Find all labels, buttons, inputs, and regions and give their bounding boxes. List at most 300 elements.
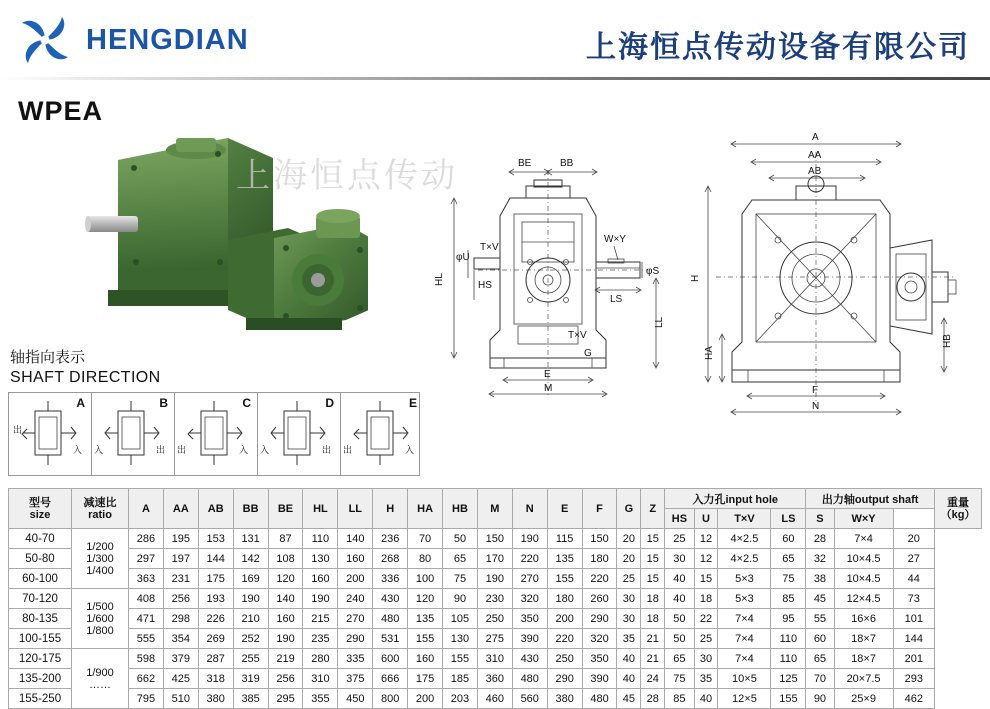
cell: 795 (129, 689, 164, 709)
shaft-cell-in-label: 入 (73, 445, 83, 455)
cell: 190 (268, 629, 303, 649)
shaft-direction-label (10, 348, 161, 388)
cell: 219 (268, 649, 303, 669)
cell: 200 (547, 609, 582, 629)
cell: 35 (617, 629, 641, 649)
cell: 25×9 (834, 689, 893, 709)
ratio-value: …… (89, 678, 111, 691)
cell: 250 (547, 649, 582, 669)
table-body (9, 529, 982, 709)
cell: 430 (512, 649, 547, 669)
product-photo (78, 120, 368, 340)
cell: 350 (512, 609, 547, 629)
cell: 231 (163, 569, 198, 589)
table-row (9, 629, 982, 649)
cell: 185 (443, 669, 478, 689)
shaft-cell-cap: E (408, 396, 417, 410)
col-head-HB: HB (443, 489, 478, 529)
page-title: WPEA (18, 96, 103, 126)
cell: 87 (268, 529, 303, 549)
svg-text:N: N (812, 401, 820, 412)
cell: 90 (443, 589, 478, 609)
col-head-M: M (477, 489, 512, 529)
svg-text:E: E (544, 369, 551, 380)
cell: 120 (268, 569, 303, 589)
cell: 255 (233, 649, 268, 669)
cell: 40 (694, 689, 718, 709)
col-head-size (9, 489, 72, 529)
cell: 531 (373, 629, 408, 649)
cell: 319 (233, 669, 268, 689)
cell: 269 (198, 629, 233, 649)
cell: 20×7.5 (834, 669, 893, 689)
cell: 7×4 (718, 609, 771, 629)
col-head-weight-unit: （kg） (940, 508, 976, 521)
cell: 220 (512, 549, 547, 569)
cell: 18×7 (834, 629, 893, 649)
cell: 560 (512, 689, 547, 709)
cell: 360 (477, 669, 512, 689)
col-head-A: A (129, 489, 164, 529)
cell: 65 (771, 549, 806, 569)
cell: 379 (163, 649, 198, 669)
cell: 310 (477, 649, 512, 669)
cell: 100 (408, 569, 443, 589)
table-row (9, 529, 982, 549)
cell: 18×7 (834, 649, 893, 669)
table-row (9, 549, 982, 569)
cell: 95 (771, 609, 806, 629)
cell: 110 (771, 629, 806, 649)
cell: 230 (477, 589, 512, 609)
cell: 15 (694, 569, 718, 589)
cell: 30 (617, 609, 641, 629)
cell: 40 (665, 589, 694, 609)
cell: 335 (338, 649, 373, 669)
cell: 270 (512, 569, 547, 589)
cell: 30 (665, 549, 694, 569)
cell: 18 (641, 589, 665, 609)
specification-table (8, 488, 982, 709)
fan-logo-icon (18, 13, 72, 67)
shaft-cell-out-label: 出 (13, 425, 23, 435)
cell: 180 (547, 589, 582, 609)
cell: 290 (338, 629, 373, 649)
cell: 169 (233, 569, 268, 589)
cell-size: 80-135 (9, 609, 72, 629)
cell: 425 (163, 669, 198, 689)
svg-text:G: G (584, 348, 592, 359)
cell: 73 (893, 589, 934, 609)
ratio-value: 1/400 (86, 564, 114, 577)
cell: 408 (129, 589, 164, 609)
brand-name-en: HENGDIAN (86, 23, 249, 56)
cell: 44 (893, 569, 934, 589)
cell: 25 (665, 529, 694, 549)
cell-ratio-group-2 (72, 589, 129, 649)
shaft-cell-cap: D (325, 396, 334, 410)
svg-text:LL: LL (654, 316, 665, 328)
svg-text:M: M (544, 383, 553, 394)
cell: 666 (373, 669, 408, 689)
cell: 220 (582, 569, 617, 589)
table-group-header-row (9, 489, 982, 509)
cell: 320 (582, 629, 617, 649)
cell: 160 (338, 549, 373, 569)
cell: 55 (806, 609, 834, 629)
cell: 75 (665, 669, 694, 689)
col-head-E: E (547, 489, 582, 529)
shaft-cell-in-label: 入 (260, 445, 270, 455)
cell: 4×2.5 (718, 529, 771, 549)
cell: 10×5 (718, 669, 771, 689)
cell: 210 (233, 609, 268, 629)
cell: 180 (582, 549, 617, 569)
cell: 480 (512, 669, 547, 689)
cell: 125 (771, 669, 806, 689)
cell: 28 (806, 529, 834, 549)
col-head-U: U (694, 509, 718, 529)
shaft-cell-out-label: 出 (177, 445, 187, 455)
cell: 480 (582, 689, 617, 709)
cell: 144 (198, 549, 233, 569)
cell: 5×3 (718, 569, 771, 589)
cell: 130 (443, 629, 478, 649)
cell: 60 (771, 529, 806, 549)
cell-size: 40-70 (9, 529, 72, 549)
col-head-HS: HS (665, 509, 694, 529)
cell: 25 (617, 569, 641, 589)
svg-text:H: H (690, 274, 701, 282)
table-row (9, 669, 982, 689)
cell: 50 (443, 529, 478, 549)
col-head-F: F (582, 489, 617, 529)
cell: 190 (233, 589, 268, 609)
col-group-input-hole: 入力孔input hole (665, 489, 806, 509)
shaft-direction-cell-c (175, 393, 258, 475)
table-row (9, 569, 982, 589)
col-head-LS: LS (771, 509, 806, 529)
cell: 20 (893, 529, 934, 549)
col-head-AB: AB (198, 489, 233, 529)
cell: 598 (129, 649, 164, 669)
col-head-TxV: T×V (718, 509, 771, 529)
cell: 390 (512, 629, 547, 649)
col-group-output-shaft: 出力轴output shaft (806, 489, 935, 509)
cell: 22 (694, 609, 718, 629)
cell: 354 (163, 629, 198, 649)
cell: 170 (477, 549, 512, 569)
col-head-Z: Z (641, 489, 665, 529)
cell: 65 (443, 549, 478, 569)
cell: 201 (893, 649, 934, 669)
cell: 50 (665, 609, 694, 629)
svg-text:AB: AB (808, 166, 822, 177)
cell: 270 (338, 609, 373, 629)
cell: 150 (477, 529, 512, 549)
cell: 350 (582, 649, 617, 669)
col-head-WxY: W×Y (834, 509, 893, 529)
cell-size: 100-155 (9, 629, 72, 649)
specification-table-wrap (8, 488, 982, 709)
cell: 318 (198, 669, 233, 689)
cell: 190 (512, 529, 547, 549)
col-head-ratio (72, 489, 129, 529)
shaft-cell-in-label: 入 (94, 445, 104, 455)
cell: 75 (771, 569, 806, 589)
cell: 155 (547, 569, 582, 589)
cell: 290 (582, 609, 617, 629)
ratio-value: 1/300 (86, 552, 114, 565)
cell: 600 (373, 649, 408, 669)
cell: 380 (547, 689, 582, 709)
cell: 131 (233, 529, 268, 549)
cell: 226 (198, 609, 233, 629)
cell: 85 (665, 689, 694, 709)
cell: 30 (617, 589, 641, 609)
cell-size: 70-120 (9, 589, 72, 609)
col-head-N: N (512, 489, 547, 529)
cell: 108 (268, 549, 303, 569)
cell: 7×4 (718, 629, 771, 649)
cell: 60 (806, 629, 834, 649)
cell: 7×4 (718, 649, 771, 669)
cell: 5×3 (718, 589, 771, 609)
cell: 200 (408, 689, 443, 709)
table-head (9, 489, 982, 529)
shaft-direction-cell-d (258, 393, 341, 475)
cell: 80 (408, 549, 443, 569)
ratio-value: 1/800 (86, 624, 114, 637)
table-row (9, 649, 982, 669)
cell-ratio-group-3 (72, 649, 129, 709)
cell-ratio-group-1 (72, 529, 129, 589)
cell: 320 (512, 589, 547, 609)
cell: 135 (547, 549, 582, 569)
col-head-size-en: size (29, 508, 51, 521)
shaft-cell-in-label: 入 (405, 445, 415, 455)
header-divider (0, 77, 990, 80)
cell: 193 (198, 589, 233, 609)
cell: 380 (198, 689, 233, 709)
cell: 375 (338, 669, 373, 689)
cell-size: 60-100 (9, 569, 72, 589)
cell: 275 (477, 629, 512, 649)
cell: 390 (582, 669, 617, 689)
cell: 16×6 (834, 609, 893, 629)
cell: 555 (129, 629, 164, 649)
cell-size: 155-250 (9, 689, 72, 709)
cell: 15 (641, 529, 665, 549)
cell: 10×4.5 (834, 549, 893, 569)
col-head-LL: LL (338, 489, 373, 529)
cell: 38 (806, 569, 834, 589)
col-head-HL: HL (303, 489, 338, 529)
cell: 105 (443, 609, 478, 629)
cell: 800 (373, 689, 408, 709)
cell: 153 (198, 529, 233, 549)
brand-name-cn: 上海恒点传动设备有限公司 (586, 31, 970, 64)
cell: 150 (582, 529, 617, 549)
cell: 510 (163, 689, 198, 709)
cell: 27 (893, 549, 934, 569)
ratio-value: 1/500 (86, 600, 114, 613)
cell: 240 (338, 589, 373, 609)
cell: 310 (303, 669, 338, 689)
cell: 12×4.5 (834, 589, 893, 609)
svg-text:HL: HL (434, 273, 445, 286)
cell: 462 (893, 689, 934, 709)
cell: 12 (694, 529, 718, 549)
shaft-direction-label-cn: 轴指向表示 (10, 349, 86, 366)
shaft-direction-cell-b (92, 393, 175, 475)
cell: 220 (547, 629, 582, 649)
ratio-value: 1/200 (86, 540, 114, 553)
svg-text:BB: BB (560, 158, 574, 169)
page-header (0, 0, 990, 80)
watermark-text: 上海恒点传动 (236, 158, 458, 195)
cell: 32 (806, 549, 834, 569)
cell-size: 50-80 (9, 549, 72, 569)
col-head-ratio-en: ratio (88, 508, 112, 521)
cell: 250 (477, 609, 512, 629)
cell: 18 (694, 589, 718, 609)
cell: 142 (233, 549, 268, 569)
cell: 120 (408, 589, 443, 609)
cell: 45 (806, 589, 834, 609)
cell: 110 (303, 529, 338, 549)
cell: 363 (129, 569, 164, 589)
cell: 21 (641, 649, 665, 669)
cell: 280 (303, 649, 338, 669)
shaft-cell-cap: A (76, 396, 85, 410)
svg-text:A: A (812, 132, 819, 143)
ratio-value: 1/900 (86, 666, 114, 679)
cell: 30 (694, 649, 718, 669)
cell: 236 (373, 529, 408, 549)
cell: 385 (233, 689, 268, 709)
cell: 290 (547, 669, 582, 689)
cell: 190 (477, 569, 512, 589)
front-view-drawing (418, 150, 678, 410)
cell: 15 (641, 569, 665, 589)
cell: 4×2.5 (718, 549, 771, 569)
shaft-cell-cap: C (242, 396, 251, 410)
cell: 40 (665, 569, 694, 589)
cell: 12×5 (718, 689, 771, 709)
cell: 40 (617, 669, 641, 689)
cell: 293 (893, 669, 934, 689)
cell: 70 (408, 529, 443, 549)
svg-text:LS: LS (610, 294, 623, 305)
cell: 256 (268, 669, 303, 689)
cell: 260 (582, 589, 617, 609)
cell: 7×4 (834, 529, 893, 549)
col-head-size-cn: 型号 (29, 496, 51, 509)
cell: 130 (303, 549, 338, 569)
col-head-weight (935, 489, 982, 529)
cell: 160 (268, 609, 303, 629)
svg-text:φU: φU (456, 252, 470, 263)
cell: 20 (617, 549, 641, 569)
cell: 252 (233, 629, 268, 649)
shaft-cell-in-label: 入 (239, 445, 249, 455)
cell: 195 (163, 529, 198, 549)
cell: 256 (163, 589, 198, 609)
svg-text:AA: AA (808, 150, 822, 161)
cell: 24 (641, 669, 665, 689)
col-head-BB: BB (233, 489, 268, 529)
cell: 75 (443, 569, 478, 589)
cell: 297 (129, 549, 164, 569)
cell: 155 (771, 689, 806, 709)
cell: 140 (338, 529, 373, 549)
shaft-direction-cell-e (341, 393, 423, 475)
cell: 471 (129, 609, 164, 629)
shaft-cell-out-label: 出 (156, 445, 166, 455)
cell: 662 (129, 669, 164, 689)
table-row (9, 609, 982, 629)
cell: 355 (303, 689, 338, 709)
cell: 135 (408, 609, 443, 629)
cell: 450 (338, 689, 373, 709)
svg-text:F: F (812, 385, 819, 396)
col-head-weight-cn: 重量 (947, 496, 969, 509)
cell: 144 (893, 629, 934, 649)
cell: 215 (303, 609, 338, 629)
cell: 45 (617, 689, 641, 709)
col-head-HA: HA (408, 489, 443, 529)
cell: 25 (694, 629, 718, 649)
cell: 336 (373, 569, 408, 589)
svg-text:HS: HS (478, 280, 492, 291)
col-head-ratio-cn: 减速比 (83, 496, 117, 509)
cell: 286 (129, 529, 164, 549)
cell: 160 (303, 569, 338, 589)
cell: 480 (373, 609, 408, 629)
cell: 460 (477, 689, 512, 709)
cell: 155 (408, 629, 443, 649)
cell: 28 (641, 689, 665, 709)
cell: 40 (617, 649, 641, 669)
cell: 90 (806, 689, 834, 709)
cell: 430 (373, 589, 408, 609)
cell: 235 (303, 629, 338, 649)
cell: 298 (163, 609, 198, 629)
cell-size: 120-175 (9, 649, 72, 669)
cell: 155 (443, 649, 478, 669)
cell: 160 (408, 649, 443, 669)
col-head-G: G (617, 489, 641, 529)
cell: 12 (694, 549, 718, 569)
cell: 35 (694, 669, 718, 689)
cell-size: 135-200 (9, 669, 72, 689)
shaft-direction-label-en: SHAFT DIRECTION (10, 369, 161, 386)
table-row (9, 689, 982, 709)
cell: 200 (338, 569, 373, 589)
cell: 287 (198, 649, 233, 669)
cell: 15 (641, 549, 665, 569)
cell: 115 (547, 529, 582, 549)
cell: 140 (268, 589, 303, 609)
cell: 175 (198, 569, 233, 589)
cell: 50 (665, 629, 694, 649)
cell: 85 (771, 589, 806, 609)
svg-text:T×V: T×V (480, 242, 499, 253)
cell: 65 (806, 649, 834, 669)
cell: 197 (163, 549, 198, 569)
cell: 295 (268, 689, 303, 709)
